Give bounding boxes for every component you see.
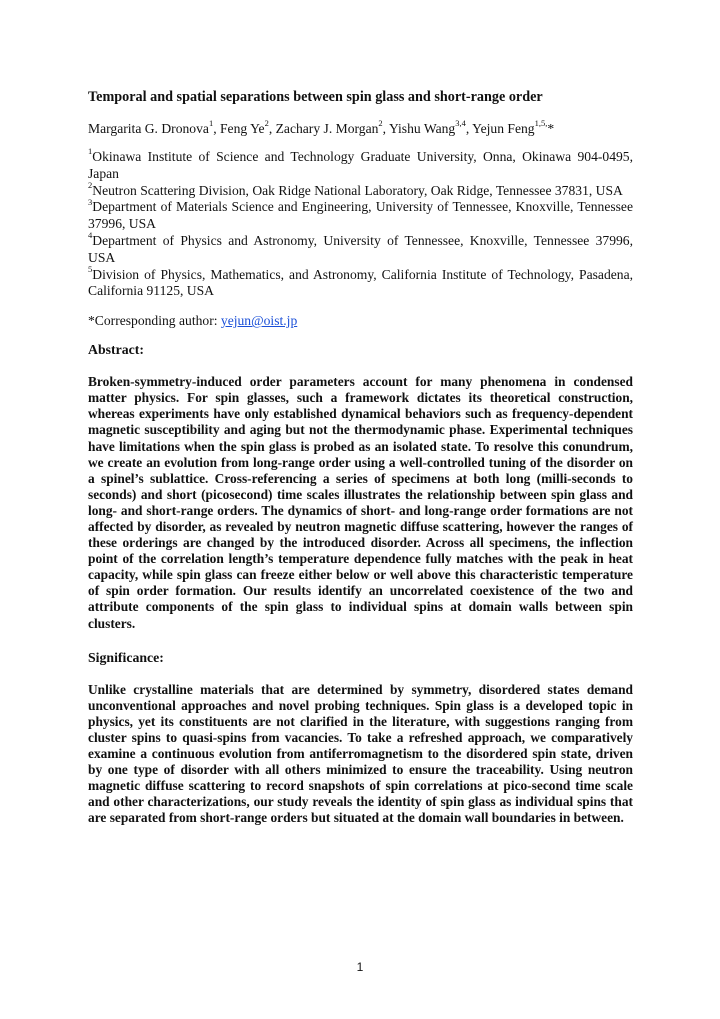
abstract-heading: Abstract: xyxy=(88,342,144,358)
affiliation-item: $^3$Department of Materials Science and Engineering, University of Tennessee, Knoxville, Tennessee 37996, USA xyxy=(88,196,633,232)
author-affiliation-marker: 2 xyxy=(264,118,269,129)
author-affiliation-marker: 1,5, xyxy=(534,118,548,129)
paper-title: Temporal and spatial separations between spin glass and short-range order xyxy=(88,89,543,105)
affiliation-item: $^2$Neutron Scattering Division, Oak Ridge National Laboratory, Oak Ridge, Tennessee 37831, USA xyxy=(88,180,623,198)
affiliation-item: $^4$Department of Physics and Astronomy, University of Tennessee, Knoxville, Tennessee 37996, USA xyxy=(88,230,633,265)
corresponding-author xyxy=(88,312,633,329)
affiliation-item: $^5$Division of Physics, Mathematics, and Astronomy, California Institute of Technology, Pasadena, California 91125, USA xyxy=(88,264,633,299)
corresponding-author-label: *Corresponding author: xyxy=(88,313,221,329)
affiliation-list xyxy=(88,146,633,300)
paper-page xyxy=(88,88,633,827)
author: Yejun Feng$^{1,5,}$* xyxy=(472,118,555,136)
author-affiliation-marker: 2 xyxy=(378,118,383,129)
abstract-text: Broken-symmetry-induced order parameters account for many phenomena in condensed matter physics. For spin glasses, such a framework dictates its theoretical construction, whereas experiments have only established dynamical behaviors such as frequency-dependent magnetic susceptibility and aging but not the thermodynamic phase. Experimental techniques have limitations when the spin glass is probed as an isolated state. To resolve this conundrum, we create an evolution from long-range order using a well-controlled tuning of the disorder on a spinel’s sublattice. Cross-referencing a series of specimens at both long (milli-seconds to seconds) and short (picosecond) time scales illustrates the relationship between spin glass and long- and short-range orders. The dynamics of short- and long-range order formations are not affected by disorder, as revealed by neutron magnetic diffuse scattering, however the ranges of these orderings are changed by the introduced disorder. Across all specimens, the inflection point of the correlation length’s temperature dependence fully matches with the peak in heat capacity, while spin glass can freeze either below or well above this characteristic temperature of spin order formation. Our results identify an uncorrelated coexistence of the two and attribute components of the spin glass to individual spins at domain walls between spin clusters. xyxy=(88,374,633,631)
affiliation-item: $^1$Okinawa Institute of Science and Technology Graduate University, Onna, Okinawa 904-0495, Japan xyxy=(88,146,633,181)
author: Feng Ye$^2$, xyxy=(219,118,276,136)
author: Zachary J. Morgan$^2$, xyxy=(275,118,389,136)
author-affiliation-marker: 3,4 xyxy=(455,118,466,129)
author-list xyxy=(88,120,633,137)
significance-heading: Significance: xyxy=(88,649,164,665)
author: Margarita G. Dronova$^1$, xyxy=(88,118,220,136)
page-number: 1 xyxy=(356,960,364,974)
author: Yishu Wang$^{3,4}$, xyxy=(388,118,473,136)
author-affiliation-marker: 1 xyxy=(208,118,214,129)
significance-text: Unlike crystalline materials that are determined by symmetry, disordered states demand unconventional approaches and novel probing techniques. Spin glass is a developed topic in physics, yet its constituents are not clarified in the literature, with suggestions ranging from cluster spins to quasi-spins from vacancies. To take a refreshed approach, we comparatively examine a continuous evolution from antiferromagnetism to the disordered spin state, driven by one type of disorder with all others minimized to ensure the traceability. Using neutron magnetic diffuse scattering to record snapshots of spin correlations at pico-second time scale and other characterizations, our study reveals the identity of spin glass as individual spins that are separated from short-range orders but situated at the domain wall boundaries in between. xyxy=(88,681,633,826)
corresponding-email-link[interactable]: yejun@oist.jp xyxy=(220,313,298,329)
